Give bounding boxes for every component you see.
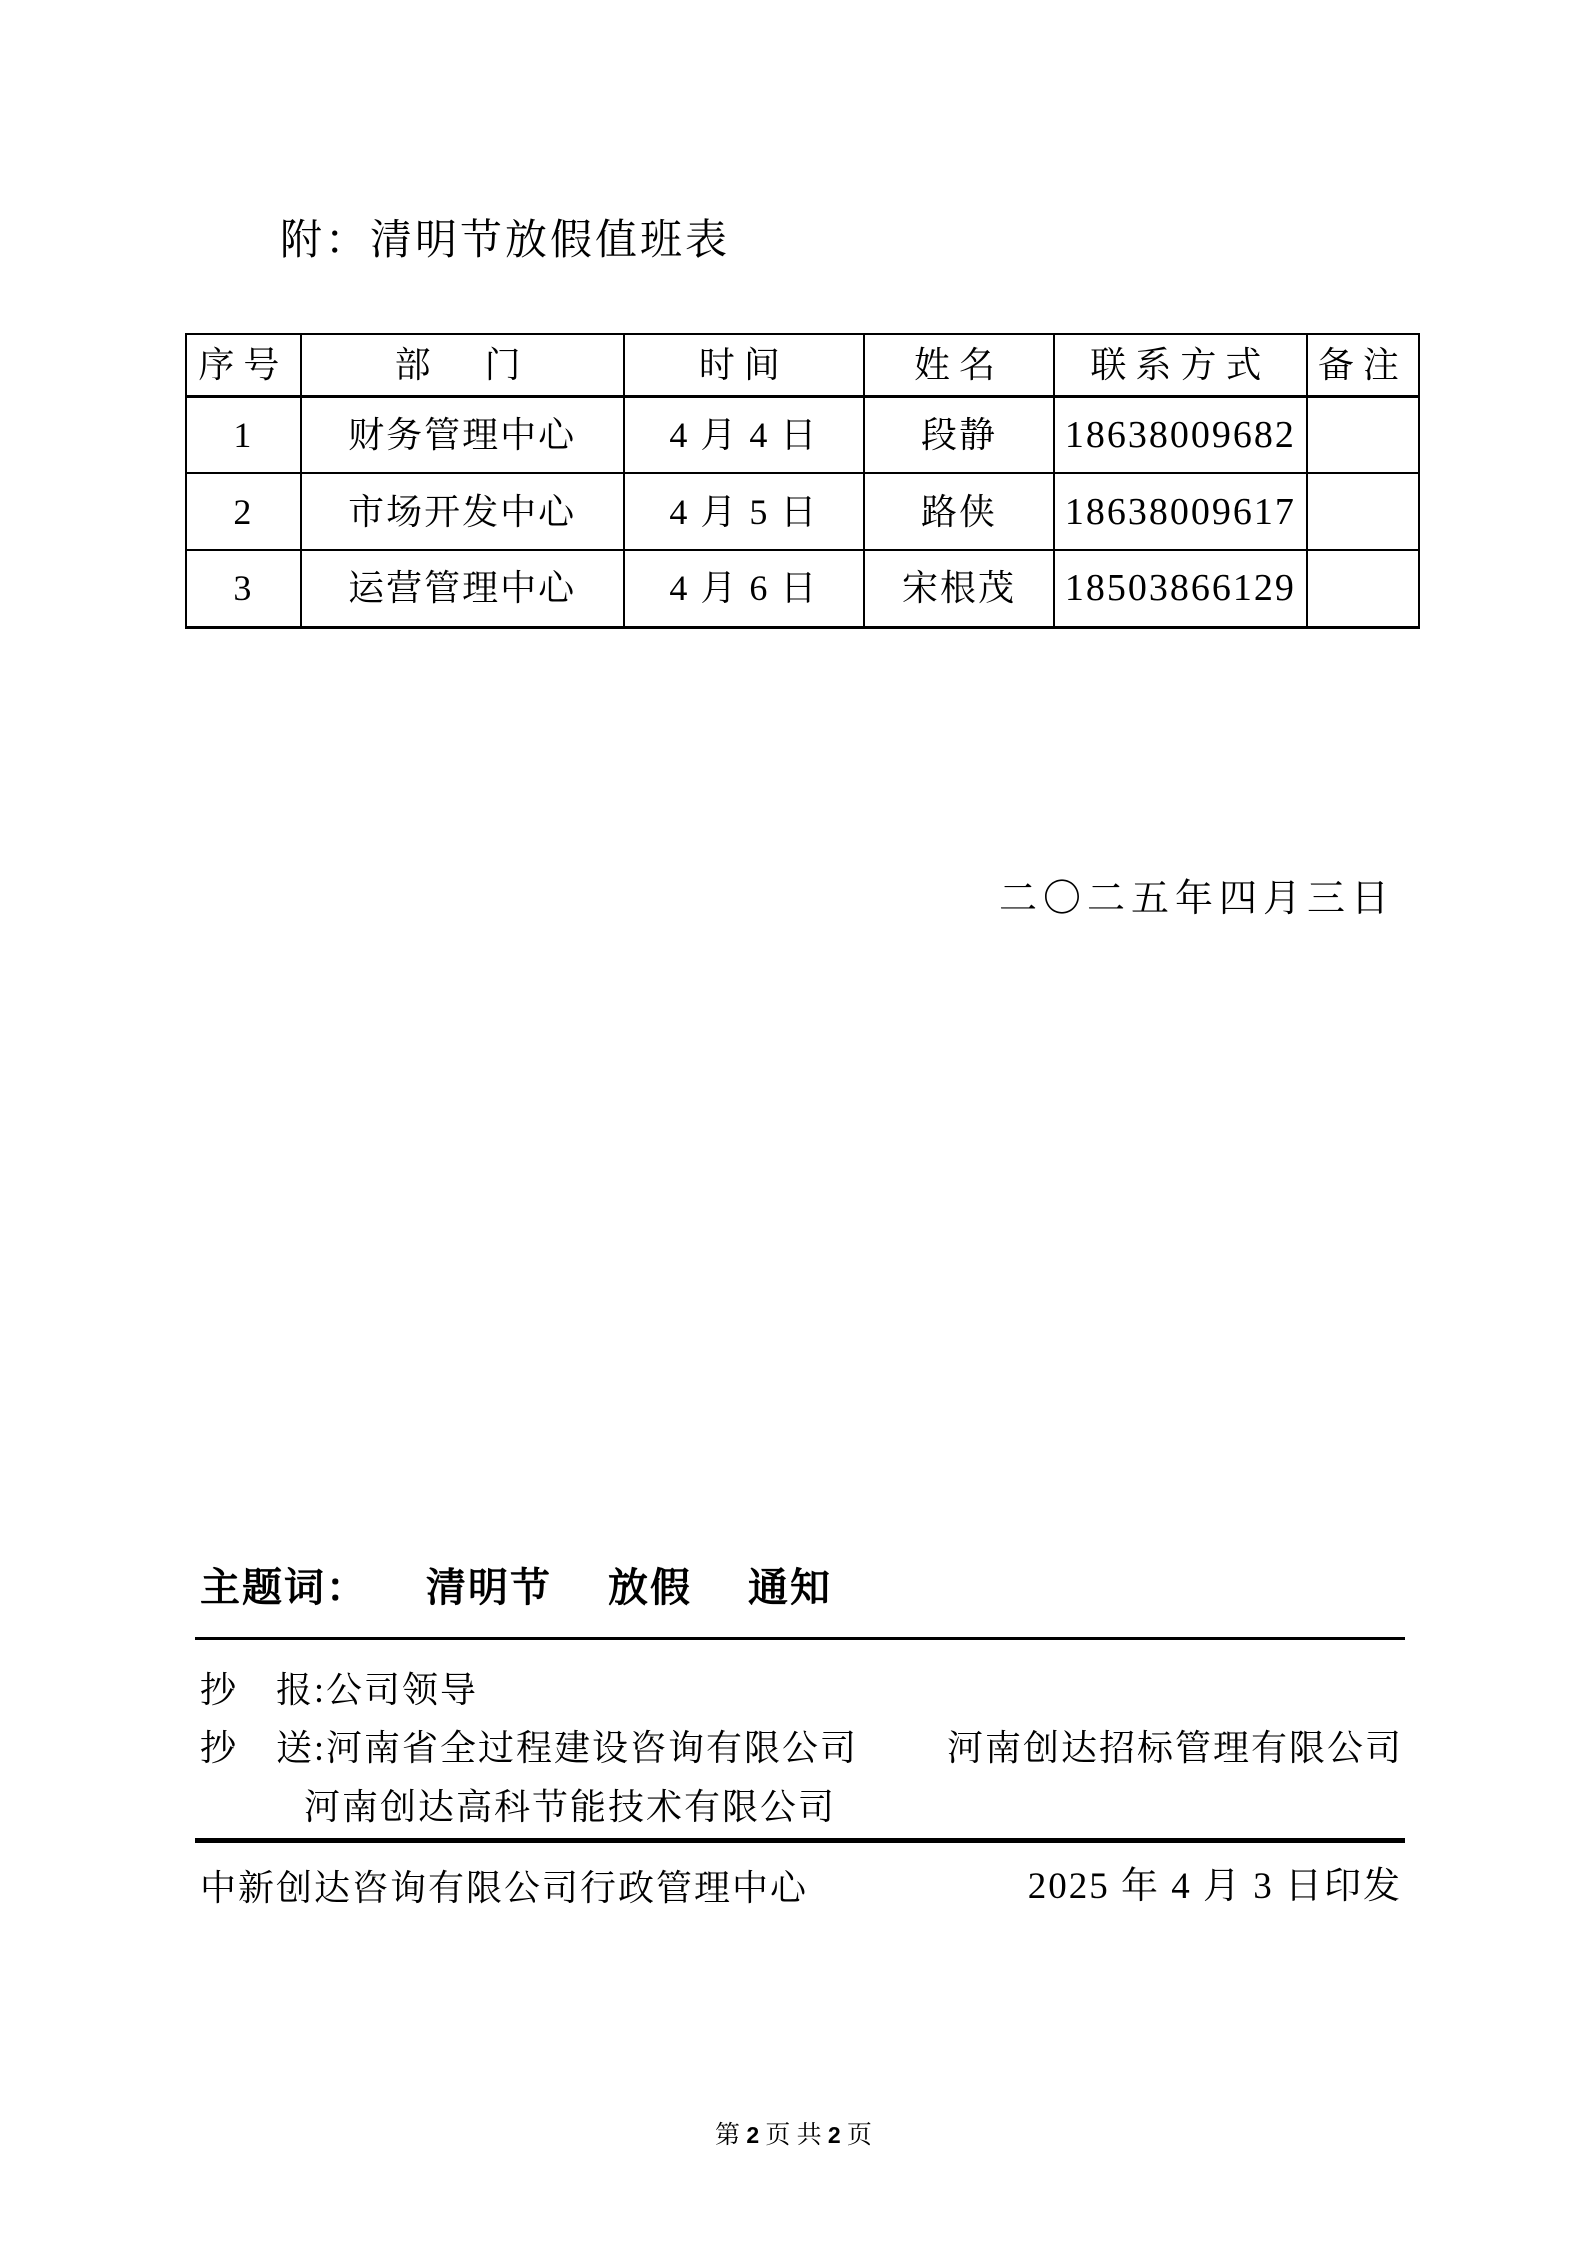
- cc-send-line: [200, 1730, 1410, 1766]
- cc-send-label: 抄 送:: [200, 1728, 327, 1768]
- cell-time: 4 月 6 日: [624, 550, 864, 627]
- table-header-row: [186, 334, 1419, 396]
- subject-term: 通知: [748, 1566, 832, 1610]
- subject-term: 放假: [608, 1566, 692, 1610]
- sign-date: 二〇二五年四月三日: [998, 878, 1395, 920]
- footer-page-number: 2: [746, 2122, 760, 2148]
- cell-note: [1307, 396, 1419, 473]
- cell-note: [1307, 473, 1419, 550]
- cell-no: 1: [186, 396, 301, 473]
- cc-send-value-1: 河南省全过程建设咨询有限公司: [326, 1728, 859, 1768]
- cc-send-value-2: 河南创达招标管理有限公司: [947, 1728, 1404, 1768]
- footer-text-part: 页: [840, 2122, 872, 2149]
- header-cell-phone: 联系方式: [1054, 334, 1307, 396]
- subject-divider-rule: [195, 1637, 1405, 1640]
- cell-note: [1307, 550, 1419, 627]
- header-cell-name: 姓名: [864, 334, 1054, 396]
- print-date: 2025 年 4 月 3 日印发: [1027, 1866, 1402, 1907]
- header-cell-note: 备注: [1307, 334, 1419, 396]
- cell-dept: 运营管理中心: [301, 550, 624, 627]
- cc-report-line: [200, 1672, 478, 1708]
- cc-report-value: 公司领导: [326, 1670, 479, 1710]
- subject-term: 清明节: [426, 1566, 552, 1610]
- table-row: [186, 550, 1419, 627]
- cell-phone: 18638009682: [1054, 396, 1307, 473]
- cc-report-label: 抄 报:: [200, 1670, 327, 1710]
- cell-name: 宋根茂: [864, 550, 1054, 627]
- attachment-title: 附：清明节放假值班表: [280, 218, 731, 264]
- duty-table: [185, 333, 1420, 629]
- cell-name: 路侠: [864, 473, 1054, 550]
- header-cell-dept: 部 门: [301, 334, 624, 396]
- cc-send-value-3: 河南创达高科节能技术有限公司: [304, 1787, 837, 1827]
- colophon-divider-rule: [195, 1838, 1405, 1843]
- cell-time: 4 月 4 日: [624, 396, 864, 473]
- cell-time: 4 月 5 日: [624, 473, 864, 550]
- cell-phone: 18638009617: [1054, 473, 1307, 550]
- cell-no: 2: [186, 473, 301, 550]
- cell-dept: 财务管理中心: [301, 396, 624, 473]
- table-row: [186, 473, 1419, 550]
- footer-total-pages: 2: [827, 2122, 841, 2148]
- header-cell-time: 时间: [624, 334, 864, 396]
- page-number-footer: [0, 2123, 1587, 2148]
- table-row: [186, 396, 1419, 473]
- cell-no: 3: [186, 550, 301, 627]
- header-cell-no: 序号: [186, 334, 301, 396]
- subject-line: [200, 1568, 832, 1608]
- cell-dept: 市场开发中心: [301, 473, 624, 550]
- footer-text-part: 页 共: [759, 2122, 828, 2149]
- cell-name: 段静: [864, 396, 1054, 473]
- footer-text-part: 第: [715, 2122, 747, 2149]
- cell-phone: 18503866129: [1054, 550, 1307, 627]
- issuer-name: 中新创达咨询有限公司行政管理中心: [200, 1868, 809, 1908]
- subject-label: 主题词：: [200, 1566, 368, 1610]
